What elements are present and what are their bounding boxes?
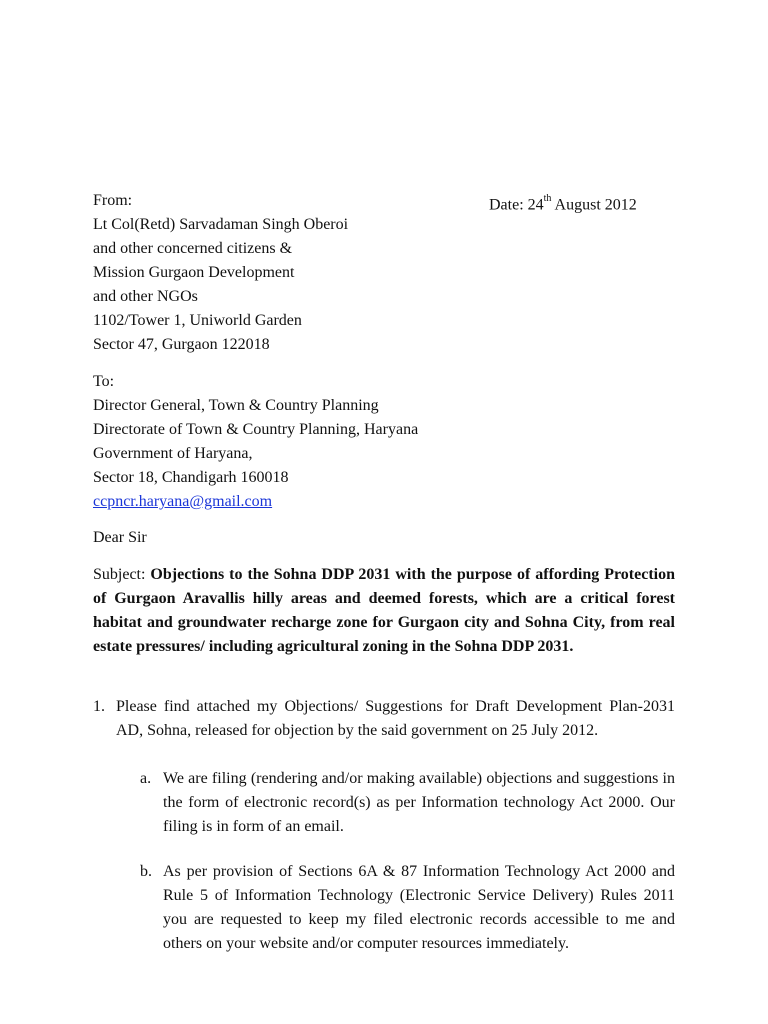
list-number: 1. xyxy=(93,698,105,715)
from-line: Lt Col(Retd) Sarvadaman Singh Oberoi xyxy=(93,216,349,233)
date-suffix: August 2012 xyxy=(551,196,637,214)
to-block xyxy=(93,370,683,514)
from-line: 1102/Tower 1, Uniworld Garden xyxy=(93,312,302,329)
salutation-block xyxy=(93,526,683,550)
from-line: Sector 47, Gurgaon 122018 xyxy=(93,336,270,353)
list-item-text: Please find attached my Objections/ Suggestions for Draft Development Plan-2031 AD, Sohna, released for objection by the said government on 25 July 2012. xyxy=(116,698,675,739)
from-label: From: xyxy=(93,192,133,209)
subject-paragraph xyxy=(93,563,675,659)
sub-item-text: As per provision of Sections 6A & 87 Information Technology Act 2000 and Rule 5 of Information Technology (Electronic Service Delivery) Rules 2011 you are requested to keep my filed electronic records accessible to me and others on your website and/or computer resources immediately. xyxy=(163,863,675,952)
sub-item-label: b. xyxy=(140,863,152,880)
list-item-1 xyxy=(93,695,675,743)
to-label: To: xyxy=(93,373,115,390)
to-line: Government of Haryana, xyxy=(93,445,253,462)
email-link[interactable]: ccpncr.haryana@gmail.com xyxy=(93,493,273,510)
salutation: Dear Sir xyxy=(93,529,147,546)
sub-item-text: We are filing (rendering and/or making available) objections and suggestions in the form of electronic record(s) as per Information technology Act 2000. Our filing is in form of an email. xyxy=(163,770,675,835)
sub-item-b xyxy=(140,860,675,956)
to-line: Sector 18, Chandigarh 160018 xyxy=(93,469,289,486)
from-line: Mission Gurgaon Development xyxy=(93,264,295,281)
to-line: Directorate of Town & Country Planning, Haryana xyxy=(93,421,419,438)
sub-item-a xyxy=(140,767,675,839)
letter-date xyxy=(489,189,637,213)
date-prefix: Date: 24 xyxy=(489,196,544,214)
from-line: and other concerned citizens & xyxy=(93,240,293,257)
sub-item-label: a. xyxy=(140,770,152,787)
to-line: Director General, Town & Country Planning xyxy=(93,397,379,414)
from-block xyxy=(93,189,683,357)
subject-text: Objections to the Sohna DDP 2031 with the purpose of affording Protection of Gurgaon Aravallis hilly areas and deemed forests, which are a critical forest habitat and groundwater recharge zone for Gurgaon city and Sohna City, from real estate pressures/ including agricultural zoning in the Sohna DDP 2031. xyxy=(93,566,676,655)
date-superscript: th xyxy=(543,193,552,204)
subject-label: Subject: xyxy=(93,566,151,583)
from-line: and other NGOs xyxy=(93,288,198,305)
